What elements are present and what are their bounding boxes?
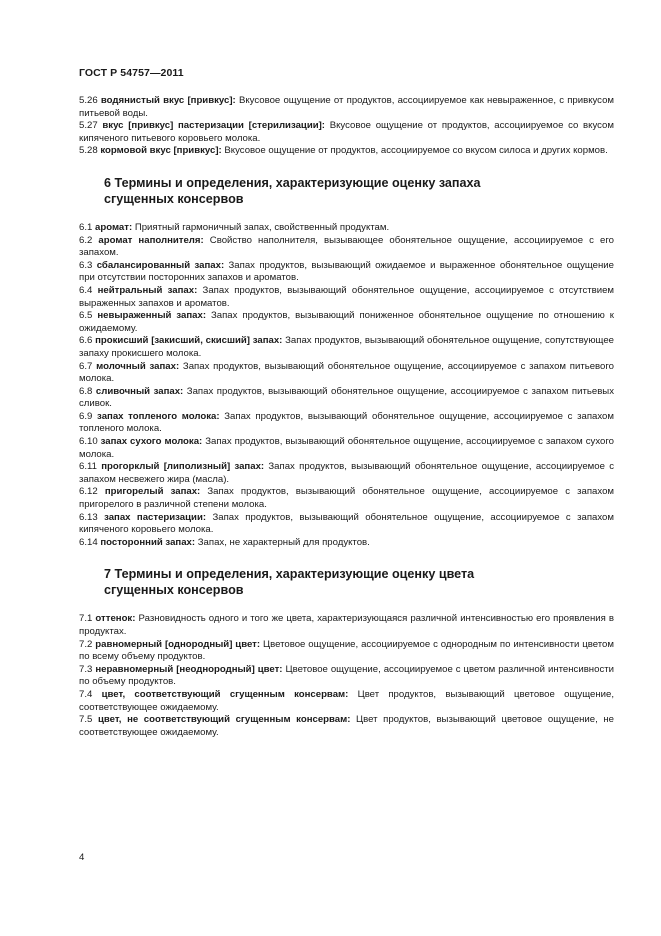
term-entry bbox=[79, 285, 614, 310]
entry-term: цвет, соответствующий сгущенным консервам: bbox=[101, 688, 349, 700]
entry-number: 6.7 bbox=[79, 360, 93, 372]
term-entry bbox=[79, 537, 614, 550]
entry-term: нейтральный запах: bbox=[97, 284, 198, 296]
entry-definition: Вкусовое ощущение от продуктов, ассоциируемое как невыраженное, с привкусом питьевой воды. bbox=[79, 95, 615, 119]
entries-group-7 bbox=[79, 613, 614, 739]
term-entry bbox=[79, 689, 614, 714]
entry-term: запах топленого молока: bbox=[97, 410, 220, 422]
term-entry bbox=[79, 95, 614, 120]
term-entry bbox=[79, 512, 614, 537]
entry-number: 7.1 bbox=[79, 613, 93, 625]
section-6-heading-line-2: сгущенных консервов bbox=[104, 191, 244, 206]
term-entry bbox=[79, 436, 614, 461]
entry-definition: Вкусовое ощущение от продуктов, ассоциируемое со вкусом кипяченого питьевого коровьего молока. bbox=[79, 120, 614, 144]
document-body bbox=[79, 95, 614, 739]
entry-term: водянистый вкус [привкус]: bbox=[100, 95, 236, 106]
entry-number: 6.10 bbox=[79, 436, 98, 448]
term-entry bbox=[79, 260, 614, 285]
entry-definition: Запах продуктов, вызывающий ожидаемое и выраженное обонятельное ощущение при отсутствии посторонних запахов и ароматов. bbox=[79, 259, 614, 284]
entry-definition: Приятный гармоничный запах, свойственный продуктам. bbox=[134, 221, 390, 233]
section-6-heading bbox=[104, 175, 614, 207]
entry-number: 6.5 bbox=[79, 310, 93, 322]
term-entry bbox=[79, 486, 614, 511]
entry-term: молочный запах: bbox=[96, 360, 180, 372]
term-entry bbox=[79, 386, 614, 411]
section-7-heading-line-2: сгущенных консервов bbox=[104, 583, 244, 598]
entry-term: невыраженный запах: bbox=[97, 310, 207, 322]
entry-definition: Цветовое ощущение, ассоциируемое с однородным по интенсивности цветом по всему объему продуктов. bbox=[79, 638, 614, 663]
entry-definition: Цвет продуктов, вызывающий цветовое ощущение, соответствующее ожидаемому. bbox=[79, 688, 614, 713]
entry-number: 6.12 bbox=[79, 486, 98, 498]
entry-definition: Запах продуктов, вызывающий обонятельное ощущение, ассоциируемое с запахом питьевого молока. bbox=[79, 360, 614, 385]
entry-number: 6.4 bbox=[79, 284, 93, 296]
entry-number: 6.6 bbox=[79, 335, 93, 347]
section-6-heading-line-1: 6 Термины и определения, характеризующие оценку запаха bbox=[104, 175, 481, 190]
term-entry bbox=[79, 461, 614, 486]
entry-term: прогорклый [липолизный] запах: bbox=[101, 461, 265, 473]
entry-term: вкус [привкус] пастеризации [стерилизации]: bbox=[102, 120, 325, 132]
term-entry bbox=[79, 145, 614, 158]
term-entry bbox=[79, 411, 614, 436]
entry-definition: Свойство наполнителя, вызывающее обонятельное ощущение, ассоциируемое с его запахом. bbox=[79, 234, 614, 259]
entry-definition: Разновидность одного и того же цвета, характеризующаяся различной интенсивностью его проявления в продуктах. bbox=[79, 613, 615, 637]
entry-number: 6.8 bbox=[79, 385, 93, 397]
entry-definition: Запах, не характерный для продуктов. bbox=[197, 536, 370, 548]
section-7-heading-line-1: 7 Термины и определения, характеризующие оценку цвета bbox=[104, 567, 475, 582]
entry-number: 5.26 bbox=[79, 95, 98, 106]
entry-definition: Запах продуктов, вызывающий обонятельное ощущение, ассоциируемое с запахом сухого молока. bbox=[79, 436, 614, 460]
entry-definition: Вкусовое ощущение от продуктов, ассоциируемое со вкусом силоса и других кормов. bbox=[224, 145, 608, 157]
term-entry bbox=[79, 361, 614, 386]
document-header: ГОСТ Р 54757—2011 bbox=[79, 67, 184, 79]
entry-number: 6.14 bbox=[79, 536, 98, 548]
entry-number: 6.1 bbox=[79, 221, 93, 233]
term-entry bbox=[79, 335, 614, 360]
entry-number: 7.5 bbox=[79, 714, 93, 726]
term-entry bbox=[79, 222, 614, 235]
entry-term: сбалансированный запах: bbox=[96, 259, 225, 271]
term-entry bbox=[79, 639, 614, 664]
entry-number: 6.2 bbox=[79, 234, 93, 246]
entry-number: 5.28 bbox=[79, 145, 98, 157]
entry-definition: Запах продуктов, вызывающий обонятельное ощущение, ассоциируемое с запахом несвежего жира (масла). bbox=[79, 461, 615, 485]
entry-definition: Запах продуктов, вызывающий обонятельное ощущение, ассоциируемое с запахом кипяченого коровьего молока. bbox=[79, 511, 614, 536]
entry-definition: Запах продуктов, вызывающий обонятельное ощущение, ассоциируемое с запахом пригорелого в различной степени молока. bbox=[79, 486, 614, 511]
entry-definition: Цвет продуктов, вызывающий цветовое ощущение, не соответствующее ожидаемому. bbox=[79, 714, 615, 738]
entry-number: 5.27 bbox=[79, 120, 98, 132]
entry-number: 6.13 bbox=[79, 511, 98, 523]
section-7-heading bbox=[104, 566, 614, 598]
term-entry bbox=[79, 714, 614, 739]
entry-number: 6.9 bbox=[79, 410, 93, 422]
entry-number: 7.3 bbox=[79, 663, 93, 675]
entry-term: посторонний запах: bbox=[100, 536, 196, 548]
entry-number: 7.2 bbox=[79, 638, 93, 650]
entries-group-6 bbox=[79, 222, 614, 549]
entry-definition: Запах продуктов, вызывающий обонятельное ощущение, ассоциируемое с запахом питьевых сливок. bbox=[79, 385, 614, 410]
entry-term: прокисший [закисший, скисший] запах: bbox=[95, 335, 283, 347]
entry-term: оттенок: bbox=[95, 613, 136, 625]
entry-number: 7.4 bbox=[79, 688, 93, 700]
term-entry bbox=[79, 613, 614, 638]
entry-number: 6.11 bbox=[79, 461, 97, 473]
entry-term: аромат: bbox=[95, 221, 133, 233]
entry-term: аромат наполнителя: bbox=[98, 234, 204, 246]
entry-term: неравномерный [неоднородный] цвет: bbox=[95, 663, 283, 675]
entry-term: кормовой вкус [привкус]: bbox=[100, 145, 222, 157]
entry-definition: Запах продуктов, вызывающий обонятельное ощущение, ассоциируемое с запахом топленого молока. bbox=[79, 410, 614, 435]
term-entry bbox=[79, 235, 614, 260]
entries-group-5 bbox=[79, 95, 614, 158]
term-entry bbox=[79, 664, 614, 689]
term-entry bbox=[79, 120, 614, 145]
entry-term: сливочный запах: bbox=[95, 385, 184, 397]
entry-number: 6.3 bbox=[79, 259, 93, 271]
page-number: 4 bbox=[79, 852, 85, 863]
entry-term: запах сухого молока: bbox=[100, 436, 203, 448]
entry-term: цвет, не соответствующий сгущенным консервам: bbox=[97, 714, 351, 726]
entry-definition: Запах продуктов, вызывающий обонятельное ощущение, ассоциируемое с отсутствием выраженных запахов и ароматов. bbox=[79, 284, 615, 309]
entry-definition: Цветовое ощущение, ассоциируемое с цветом различной интенсивности по объему продуктов. bbox=[79, 663, 614, 688]
entry-term: пригорелый запах: bbox=[104, 486, 201, 498]
entry-definition: Запах продуктов, вызывающий пониженное обонятельное ощущение по отношению к ожидаемому. bbox=[79, 310, 615, 334]
entry-definition: Запах продуктов, вызывающий обонятельное ощущение, сопутствующее запаху прокисшего молока. bbox=[79, 335, 615, 359]
entry-term: равномерный [однородный] цвет: bbox=[95, 638, 261, 650]
term-entry bbox=[79, 310, 614, 335]
entry-term: запах пастеризации: bbox=[104, 511, 207, 523]
